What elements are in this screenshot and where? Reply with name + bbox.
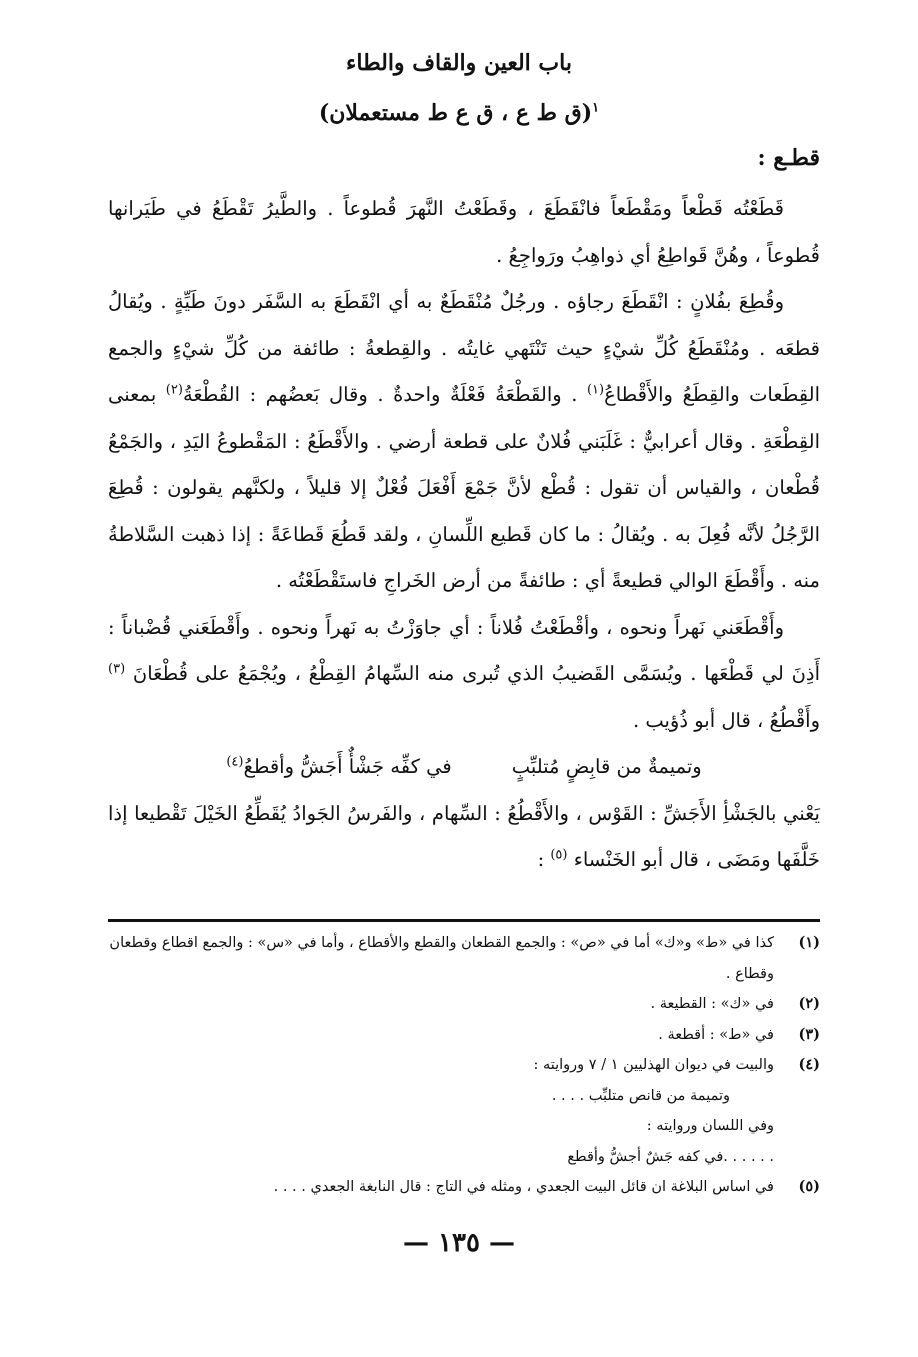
roots-title-note: ١ [592, 100, 600, 116]
footnote-text: وفي اللسان وروايته : [646, 1118, 774, 1134]
main-text [108, 186, 820, 884]
footnotes-section [108, 928, 820, 1203]
footnote-text: وتميمة من قانص متلبِّب . . . . [551, 1087, 730, 1104]
footnote-4-quote [108, 1081, 820, 1112]
footnote-1 [108, 928, 820, 989]
paragraph-2-part-b: . والقَطْعَةُ فَعْلَةٌ واحدةٌ . وقال بَعضُهم : القُطْعَةُ [182, 383, 587, 406]
footnote-5 [108, 1172, 820, 1203]
footnote-2 [108, 989, 820, 1020]
footnote-ref-3: (٣) [108, 661, 126, 677]
entry-headword: قطـع : [757, 145, 820, 171]
footnote-ref-5: (٥) [550, 847, 568, 863]
footnote-number: (١) [798, 934, 820, 951]
footnote-text: في «ك» : القطيعة . [650, 996, 774, 1012]
page-number: — ١٣٥ — [402, 1228, 516, 1258]
footnote-text: والبيت في ديوان الهذليين ١ / ٧ وروايته : [533, 1057, 774, 1073]
footnote-text: . . . . . .في كفه جَشٌ أجشُّ وأقطع [567, 1148, 774, 1165]
footnote-4-lisan [108, 1111, 820, 1142]
footnote-number: (٥) [798, 1178, 820, 1195]
footnote-ref-4: (٤) [226, 754, 244, 770]
paragraph-2-part-c: بمعنى القِطْعَةِ . وقال أعرابيٌّ : غَلَبَني فُلانٌ على قطعة أرضي . والأَقْطَعُ : المَقْطوعُ اليَدِ ، والجَمْعُ قُطْعان ، والقياس أن تقول : قُطْع لأنَّ جَمْعَ أَفْعَلَ فُعْلٌ إلا قليلاً ، ولكنَّهم يقولون : قُطِعَ الرَّجُلُ لأنَّه فُعِلَ به . ويُقالُ : ما كان قَطيع اللِّسانِ ، ولقد قَطُعَ قَطاعَةً : إذا ذهبت السَّلاطةُ منه . وأَقْطَعَ الوالي قطيعةً أي : طائفةً من أرض الخَراجِ فاستَقْطَعْتُه . [108, 383, 820, 592]
chapter-title: باب العين والقاف والطاء [346, 50, 572, 76]
footnote-number: (٣) [798, 1025, 820, 1043]
footnote-4-lisan-quote [108, 1142, 820, 1173]
footnote-text: كذا في «ط» و«ك» أما في «ص» : والجمع القطعان والقطع والأقطاع ، وأما في «س» : والجمع اقطاع وقطعان وقطاع . [109, 935, 774, 982]
footnote-ref-2: (٢) [165, 382, 183, 398]
footnote-number: (٤) [798, 1056, 820, 1073]
footnote-text: في «ط» : أقطعة . [658, 1026, 774, 1043]
verse-second-hemistich [226, 744, 451, 791]
poetry-verse [108, 744, 820, 791]
footnote-text: في اساس البلاغة ان قائل البيت الجعدي ، ومثله في التاج : قال النابغة الجعدي . . . . [273, 1179, 774, 1195]
paragraph-4-part-b: : [537, 848, 551, 871]
paragraph-3 [108, 605, 820, 745]
footnote-3 [108, 1020, 820, 1051]
footnote-number: (٢) [798, 995, 820, 1012]
footnote-4 [108, 1050, 820, 1081]
footnote-ref-1: (١) [586, 382, 605, 398]
paragraph-3-part-a: وأَقْطَعَني نَهراً ونحوه ، وأقْطَعْتُ فُلاناً : أي جاوَزْتُ به نَهراً ونحوه . وأَقْطَعَني قُضْباناً : أَذِنَ لي قَطْعَها . ويُسَمَّى القَضيبُ الذي تُبرى منه السِّهامُ القِطْعُ ، ويُجْمَعُ على قُطْعَانَ [108, 615, 820, 685]
paragraph-3-part-b: وأَقْطُعُ ، قال أبو ذُؤيب . [632, 708, 820, 732]
verse-first-hemistich: وتميمةٌ من قابِضٍ مُتلبِّبٍ [511, 755, 702, 778]
roots-title [0, 100, 918, 126]
roots-title-text: (ق ط ع ، ق ع ط مستعملان) [318, 100, 593, 126]
paragraph-2-part-a: وقُطِعَ بفُلانٍ : انْقَطَعَ رجاؤه . ورجُلٌ مُنْقَطَعٌ به أي انْقَطَعَ به السَّفَر دونَ طَيِّةٍ . ويُقالُ قطعَه . ومُنْقَطَعُ كُلِّ شيْءٍ حيث تَنْتَهي غايتُه . والقِطعةُ : طائفة من كُلِّ شيْءٍ والجمع القِطَعات والقِطَعُ والأَقْطاعُ [108, 290, 820, 406]
paragraph-4 [108, 791, 820, 884]
paragraph-4-part-a: يَعْني بالجَشْأِ الأَجَشِّ : القَوْس ، والأَقْطُعُ : السِّهام ، والفَرسُ الجَوادُ يُقَطِّعُ الخَيْلَ تَقْطيعا إذا خَلَّفَها ومَضَى ، قال أبو الخَنْساء [108, 801, 820, 871]
paragraph-1: قَطَعْتُه قَطْعاً ومَقْطَعاً فانْقَطَعَ ، وقَطَعْتُ النَّهرَ قُطوعاً . والطَّيرُ تَقْطَعُ في طَيَرانها قُطوعاً ، وهُنَّ قَواطِعُ أي ذواهِبُ ورَواجِعُ . [108, 197, 820, 267]
footnote-divider [108, 919, 820, 922]
verse-second-hemistich-text: في كفِّه جَشْأٌ أَجَشُّ وأقطعُ [243, 755, 452, 778]
paragraph-2 [108, 279, 820, 605]
